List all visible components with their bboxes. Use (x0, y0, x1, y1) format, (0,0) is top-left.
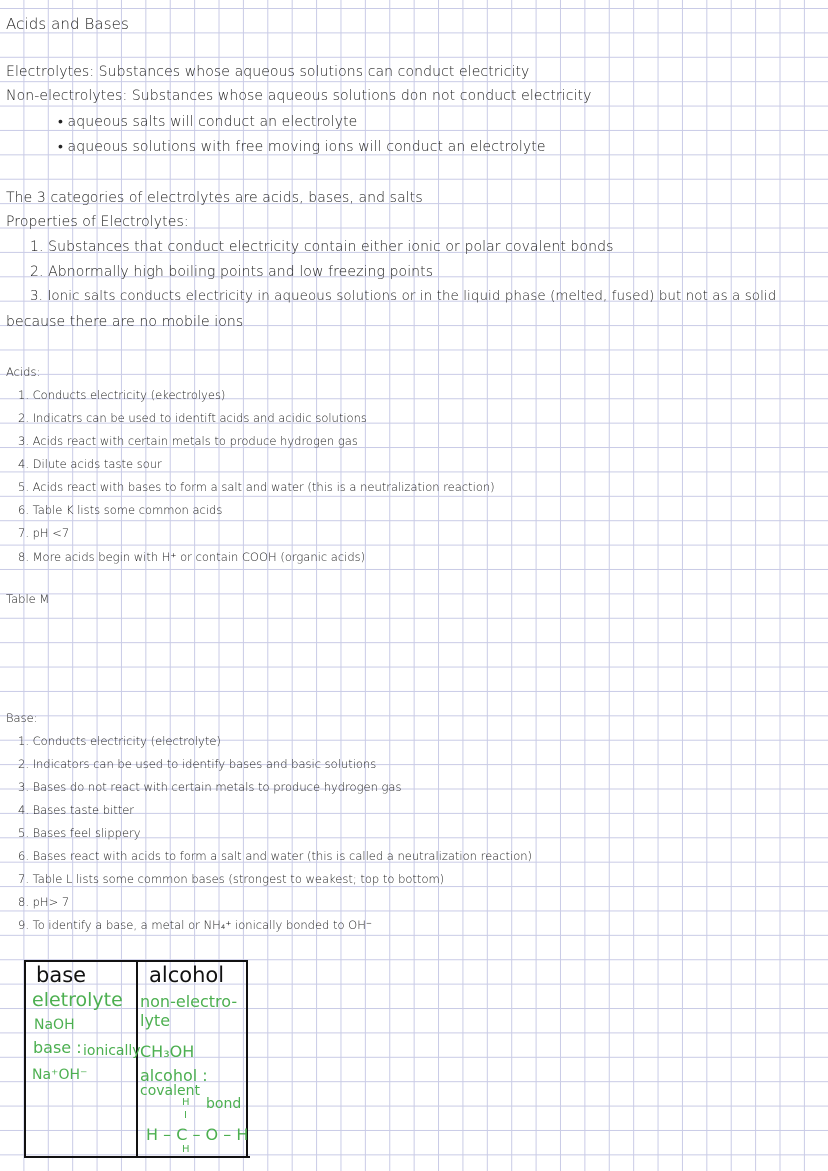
table-bottom-line (24, 1156, 250, 1158)
left-naoh-ions: Na⁺OH⁻ (32, 1067, 88, 1083)
property-item: 1. Substances that conduct electricity contain either ionic or polar covalent bonds (30, 239, 614, 255)
property-item: 2. Abnormally high boiling points and low freezing points (30, 264, 434, 280)
acid-item: 3. Acids react with certain metals to produce hydrogen gas (18, 434, 358, 448)
bullet-item: • aqueous salts will conduct an electrolyte (58, 114, 358, 130)
acid-item: 4. Dilute acids taste sour (18, 457, 162, 471)
categories-line: The 3 categories of electrolytes are acids, bases, and salts (6, 190, 423, 206)
table-m-label: Table M (6, 592, 50, 606)
base-heading: Base: (6, 711, 38, 725)
right-ch3oh: CH₃OH (140, 1042, 195, 1061)
acid-item: 1. Conducts electricity (ekectrolyes) (18, 388, 226, 402)
base-item: 5. Bases feel slippery (18, 826, 141, 840)
structure-row: H – C – O – H (146, 1125, 249, 1144)
acid-item: 6. Table K lists some common acids (18, 503, 223, 517)
property-item: 3. Ionic salts conducts electricity in aqueous solutions or in the liquid phase (melted, fused) but not as a solid (30, 289, 777, 304)
page-title: Acids and Bases (6, 15, 129, 33)
left-naoh: NaOH (34, 1017, 75, 1033)
left-electrolyte: eletrolyte (32, 989, 123, 1011)
left-ionically: ionically (83, 1043, 141, 1059)
table-header-alcohol: alcohol (149, 963, 225, 987)
right-alcohol-label: alcohol : (140, 1066, 208, 1085)
non-electrolytes-definition: Non-electrolytes: Substances whose aqueous solutions don not conduct electricity (6, 88, 592, 104)
acid-item: 7. pH <7 (18, 526, 70, 540)
table-header-base: base (36, 963, 87, 987)
base-item: 4. Bases taste bitter (18, 803, 135, 817)
base-alcohol-sketch-table (24, 960, 250, 1158)
structure-bond-up: I (184, 1110, 187, 1121)
structure-bottom-h: H (182, 1144, 190, 1155)
base-item: 9. To identify a base, a metal or NH₄⁺ ionically bonded to OH⁻ (18, 918, 372, 932)
base-item: 1. Conducts electricity (electrolyte) (18, 734, 221, 748)
property-continuation: because there are no mobile ions (6, 314, 244, 330)
base-item: 6. Bases react with acids to form a salt and water (this is called a neutralization reaction) (18, 849, 533, 863)
acid-item: 5. Acids react with bases to form a salt and water (this is a neutralization reaction) (18, 480, 495, 494)
electrolytes-definition: Electrolytes: Substances whose aqueous solutions can conduct electricity (6, 64, 530, 80)
right-non-electro: non-electro- (140, 992, 238, 1011)
right-bond: bond (206, 1096, 242, 1112)
base-item: 3. Bases do not react with certain metals to produce hydrogen gas (18, 780, 402, 794)
left-base-label: base : (33, 1038, 82, 1057)
base-item: 8. pH> 7 (18, 895, 70, 909)
structure-top-h: H (182, 1097, 190, 1108)
acid-item: 8. More acids begin with H⁺ or contain COOH (organic acids) (18, 550, 366, 564)
base-item: 2. Indicators can be used to identify bases and basic solutions (18, 757, 377, 771)
table-divider (136, 960, 138, 1158)
right-lyte: lyte (140, 1011, 171, 1030)
acids-heading: Acids: (6, 365, 41, 379)
bullet-item: • aqueous solutions with free moving ions will conduct an electrolyte (58, 139, 546, 155)
base-item: 7. Table L lists some common bases (strongest to weakest; top to bottom) (18, 872, 445, 886)
properties-heading: Properties of Electrolytes: (6, 214, 189, 230)
right-covalent: covalent (140, 1083, 200, 1099)
acid-item: 2. Indicatrs can be used to identift acids and acidic solutions (18, 411, 367, 425)
